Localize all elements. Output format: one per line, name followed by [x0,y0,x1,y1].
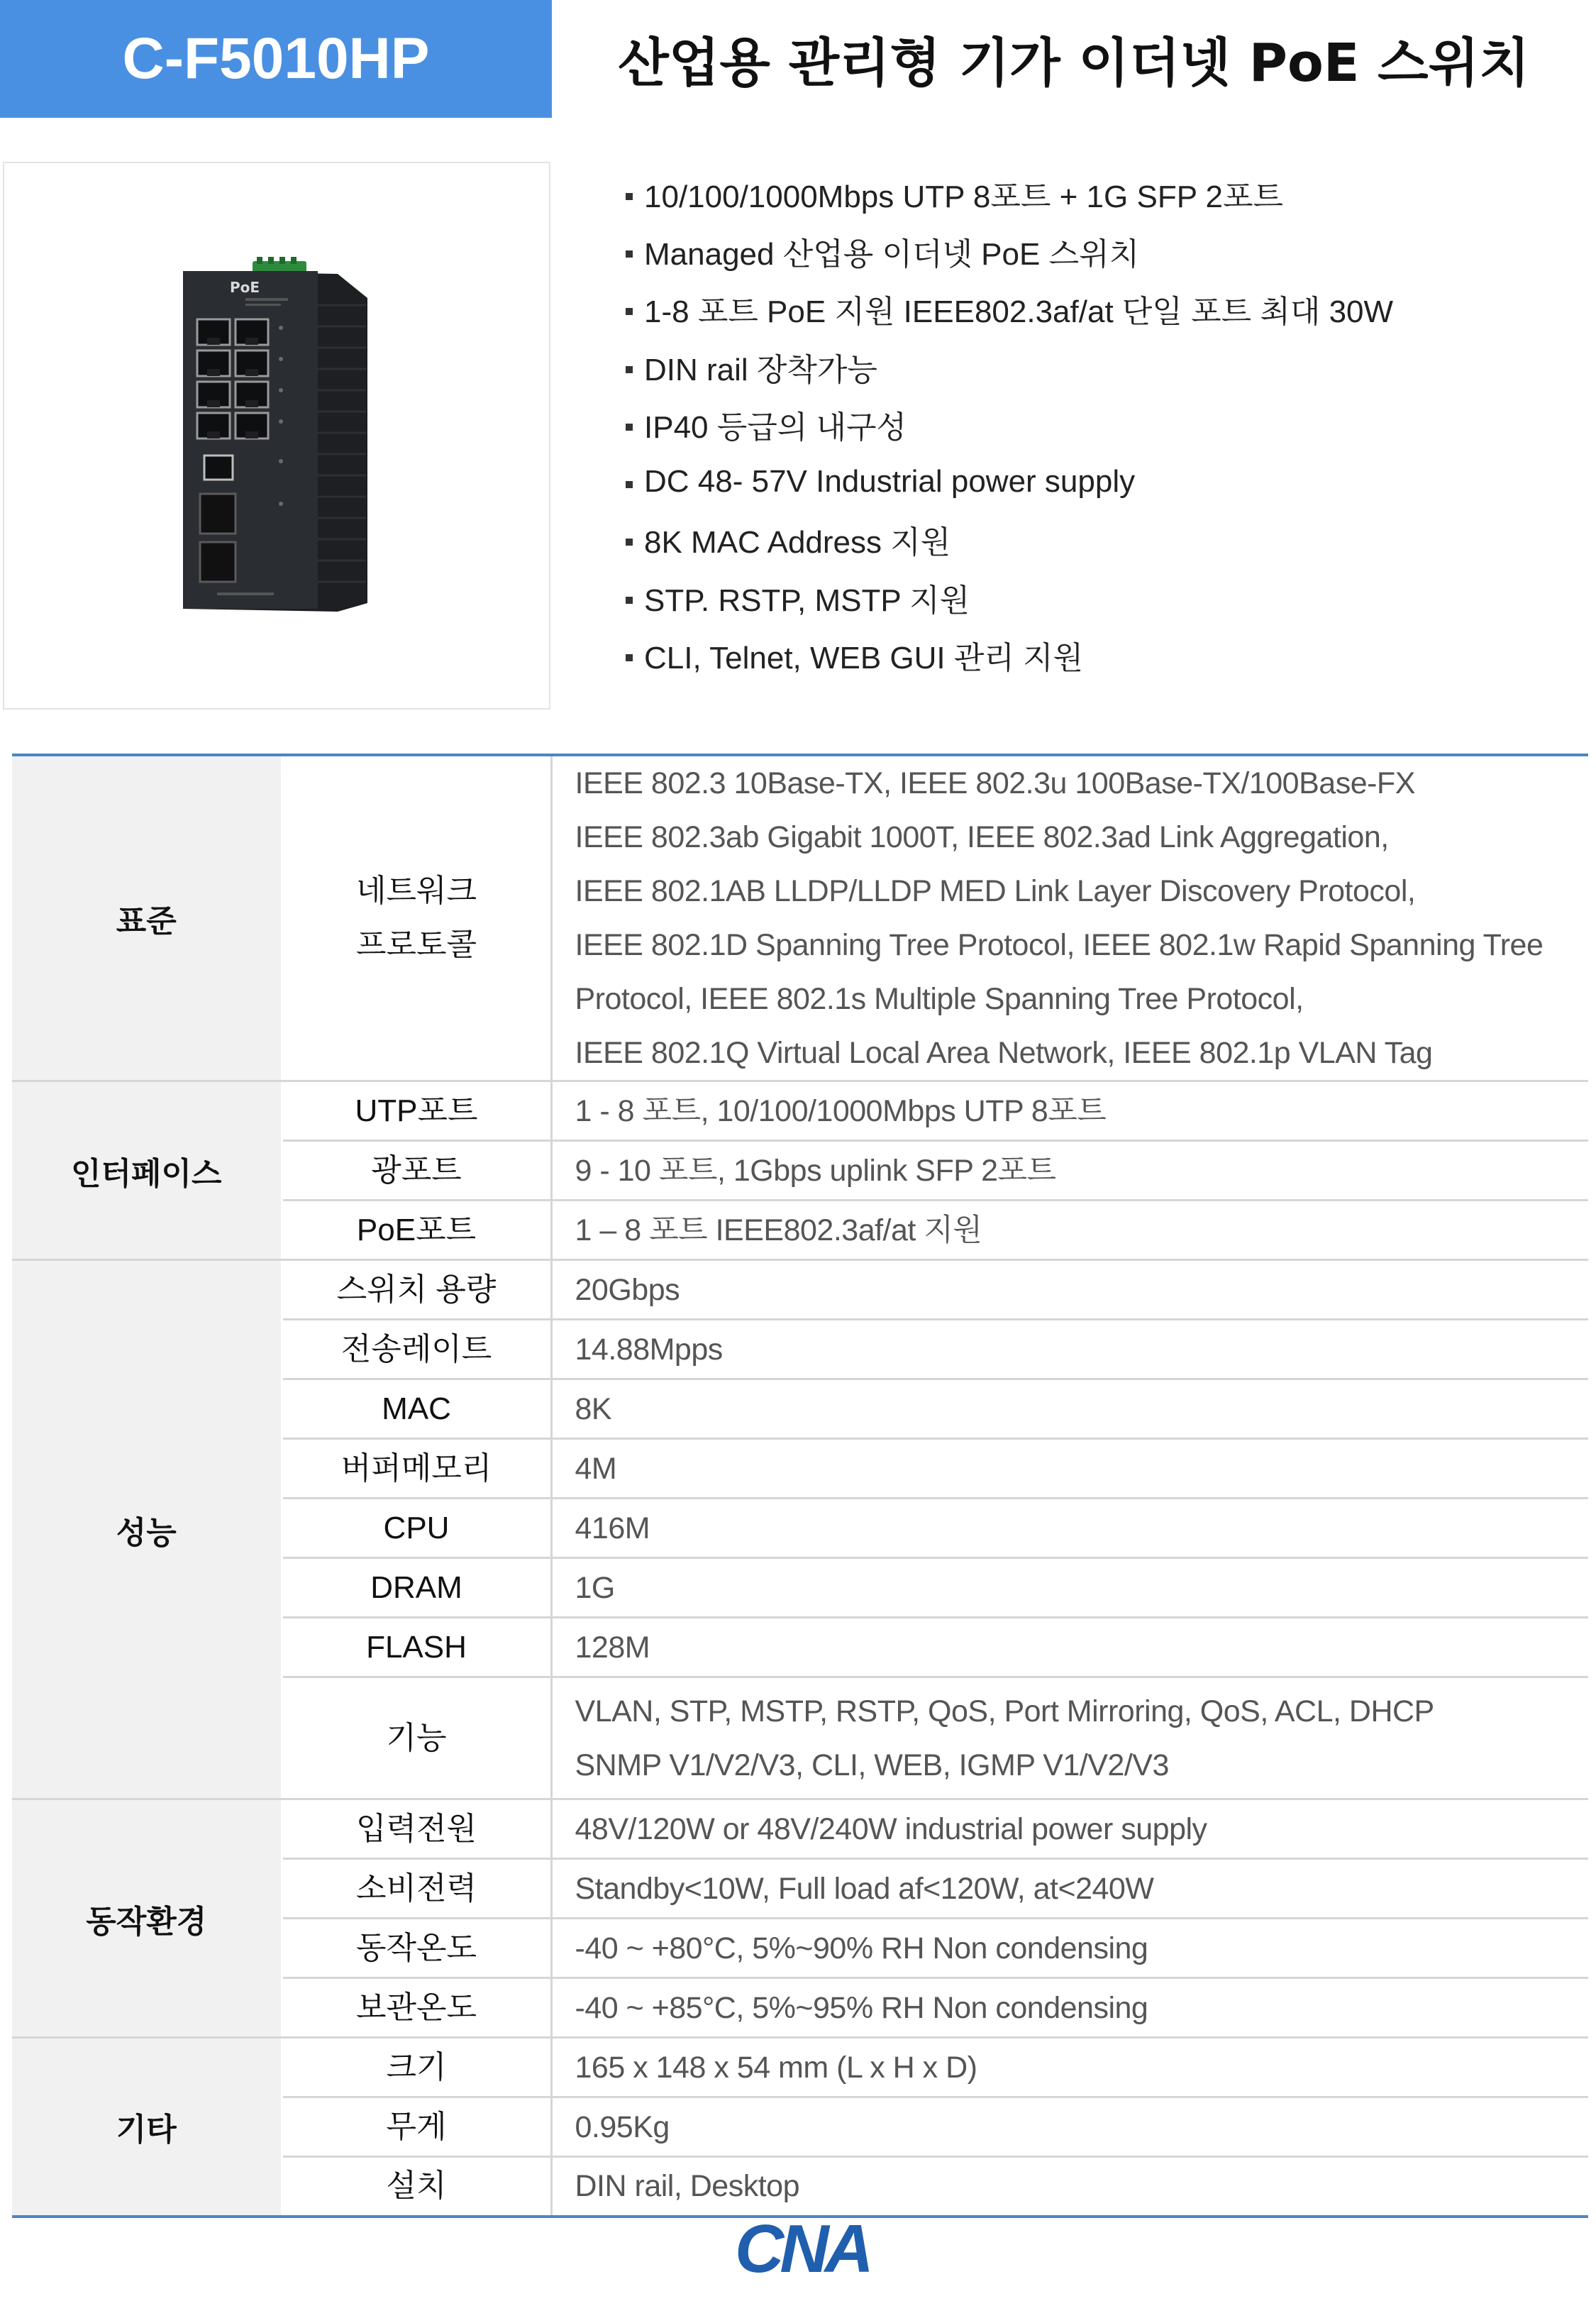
spec-item: CPU [282,1499,551,1558]
spec-value: 20Gbps [551,1260,1588,1320]
product-photo-frame [3,162,550,710]
category-etc: 기타 [12,2038,282,2217]
spec-item: 입력전원 [282,1799,551,1859]
spec-value: -40 ~ +85°C, 5%~95% RH Non condensing [551,1978,1588,2038]
spec-value: DIN rail, Desktop [551,2157,1588,2217]
spec-item: 광포트 [282,1141,551,1201]
page-header [0,0,1596,118]
cna-logo-text: CNA [735,2212,870,2283]
value-line: Protocol, IEEE 802.1s Multiple Spanning Tree Protocol, [575,982,1304,1016]
bullet-icon [626,424,633,431]
feature-text: 1-8 포트 PoE 지원 IEEE802.3af/at 단일 포트 최대 30W [644,294,1394,330]
category-interface: 인터페이스 [12,1081,282,1260]
bullet-icon [626,654,633,661]
bullet-icon [626,366,633,373]
spec-item: 크기 [282,2038,551,2097]
spec-value: 8K [551,1379,1588,1439]
spec-value: 165 x 148 x 54 mm (L x H x D) [551,2038,1588,2097]
spec-item: 설치 [282,2157,551,2217]
cna-logo [724,2212,881,2283]
spec-item: 보관온도 [282,1978,551,2038]
value-line: IEEE 802.1Q Virtual Local Area Network, IEEE 802.1p VLAN Tag [575,1036,1433,1070]
spec-item: UTP포트 [282,1081,551,1141]
feature-list [626,165,1548,684]
spec-value: 128M [551,1618,1588,1677]
model-banner [0,0,552,118]
spec-value: 1 – 8 포트 IEEE802.3af/at 지원 [551,1201,1588,1260]
bullet-icon [626,193,633,200]
value-line: SNMP V1/V2/V3, CLI, WEB, IGMP V1/V2/V3 [575,1748,1169,1782]
feature-item [626,165,1548,222]
spec-item: 소비전력 [282,1859,551,1919]
value-line: VLAN, STP, MSTP, RSTP, QoS, Port Mirroring, QoS, ACL, DHCP [575,1694,1434,1728]
bullet-icon [626,250,633,258]
category-performance: 성능 [12,1260,282,1799]
feature-text: IP40 등급의 내구성 [644,409,907,445]
item-label: 네트워크 [355,873,477,908]
table-row [12,1260,1588,1320]
category-standard: 표준 [12,755,282,1081]
feature-item [626,280,1548,338]
table-row [12,2038,1588,2097]
feature-text: DC 48- 57V Industrial power supply [644,464,1136,500]
feature-text: STP. RSTP, MSTP 지원 [644,583,970,618]
value-line: IEEE 802.3ab Gigabit 1000T, IEEE 802.3ad Link Aggregation, [575,820,1389,854]
table-row [12,1799,1588,1859]
spec-item: 동작온도 [282,1919,551,1978]
spec-value: 14.88Mpps [551,1320,1588,1379]
value-line: IEEE 802.1AB LLDP/LLDP MED Link Layer Discovery Protocol, [575,874,1416,908]
spec-value: 48V/120W or 48V/240W industrial power supply [551,1799,1588,1859]
feature-text: 10/100/1000Mbps UTP 8포트 + 1G SFP 2포트 [644,179,1283,214]
spec-value: 416M [551,1499,1588,1558]
spec-table [12,754,1588,2218]
product-image [4,163,549,708]
bullet-icon [626,308,633,315]
table-row [12,755,1588,1081]
bullet-icon [626,539,633,546]
feature-item [626,626,1548,683]
feature-item [626,568,1548,626]
spec-item: 스위치 용량 [282,1260,551,1320]
feature-text: DIN rail 장착가능 [644,352,877,387]
spec-value-protocol [551,755,1588,1081]
model-number: C-F5010HP [122,26,430,91]
spec-item: 버퍼메모리 [282,1439,551,1499]
spec-item-protocol [282,755,551,1081]
feature-item [626,395,1548,453]
value-line: IEEE 802.1D Spanning Tree Protocol, IEEE 802.1w Rapid Spanning Tree [575,928,1544,962]
spec-item-function: 기능 [282,1677,551,1799]
page-title: 산업용 관리형 기가 이더넷 PoE 스위치 [618,33,1530,94]
feature-item [626,222,1548,280]
value-line: IEEE 802.3 10Base-TX, IEEE 802.3u 100Base-TX/100Base-FX [575,766,1415,800]
spec-value: 1 - 8 포트, 10/100/1000Mbps UTP 8포트 [551,1081,1588,1141]
feature-item [626,511,1548,568]
feature-text: Managed 산업용 이더넷 PoE 스위치 [644,236,1140,272]
spec-value: -40 ~ +80°C, 5%~90% RH Non condensing [551,1919,1588,1978]
feature-text: 8K MAC Address 지원 [644,525,951,561]
spec-value: 9 - 10 포트, 1Gbps uplink SFP 2포트 [551,1141,1588,1201]
feature-item [626,453,1548,510]
spec-item: FLASH [282,1618,551,1677]
feature-item [626,338,1548,395]
category-environment: 동작환경 [12,1799,282,2038]
bullet-icon [626,481,633,488]
spec-value: 4M [551,1439,1588,1499]
spec-value: 0.95Kg [551,2097,1588,2157]
bullet-icon [626,597,633,604]
spec-item: 전송레이트 [282,1320,551,1379]
product-image-label: PoE [230,279,260,296]
spec-value: 1G [551,1558,1588,1618]
spec-item: 무게 [282,2097,551,2157]
item-label: 프로토콜 [355,927,477,962]
spec-item: PoE포트 [282,1201,551,1260]
spec-item: DRAM [282,1558,551,1618]
spec-value-function [551,1677,1588,1799]
spec-value: Standby<10W, Full load af<120W, at<240W [551,1859,1588,1919]
table-row [12,1081,1588,1141]
feature-text: CLI, Telnet, WEB GUI 관리 지원 [644,641,1084,676]
spec-item: MAC [282,1379,551,1439]
